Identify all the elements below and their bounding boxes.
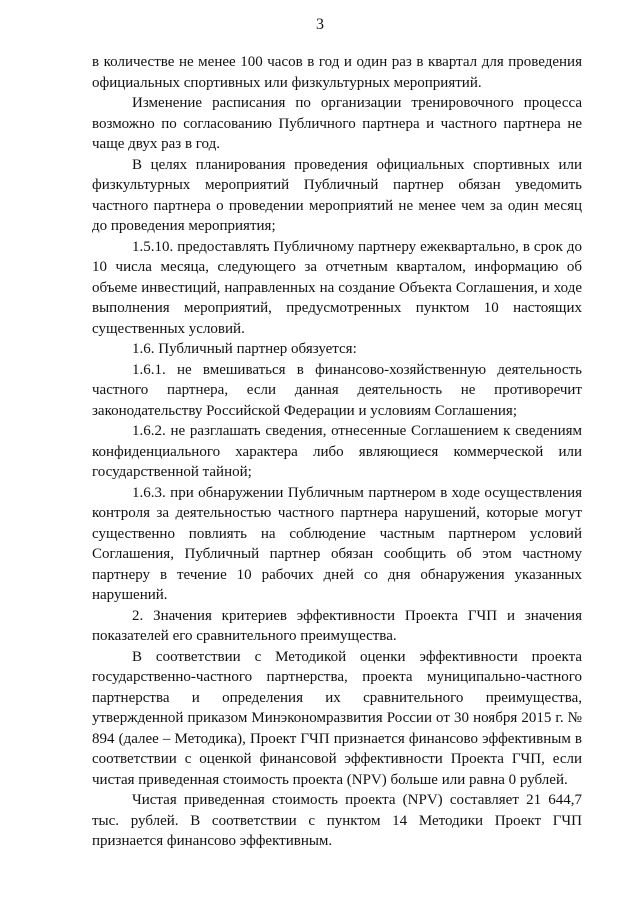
paragraph-event-planning: В целях планирования проведения официальных спортивных или физкультурных мероприятий Публичный партнер обязан уведомить частного партнера о проведении мероприятий не менее чем за один месяц до проведения мероприятия; xyxy=(92,156,582,234)
paragraph-1-6-2: 1.6.2. не разглашать сведения, отнесенные Соглашением к сведениям конфиденциального характера либо являющиеся коммерческой или государственной тайной; xyxy=(92,423,582,480)
paragraph-1-6: 1.6. Публичный партнер обязуется: xyxy=(132,341,357,357)
paragraph-npv: Чистая приведенная стоимость проекта (NPV) составляет 21 644,7 тыс. рублей. В соответствии с пунктом 14 Методики Проект ГЧП признается финансово эффективным. xyxy=(92,792,582,849)
paragraph-continuation: в количестве не менее 100 часов в год и один раз в квартал для проведения официальных спортивных или физкультурных мероприятий. xyxy=(92,54,582,91)
paragraph-1-6-1: 1.6.1. не вмешиваться в финансово-хозяйственную деятельность частного партнера, если данная деятельность не противоречит законодательству Российской Федерации и условиям Соглашения; xyxy=(92,361,582,419)
document-body xyxy=(92,52,582,852)
paragraph-1-6-3: 1.6.3. при обнаружении Публичным партнером в ходе осуществления контроля за деятельностью частного партнера нарушений, которые могут существенно повлиять на соблюдение частным партнером условий Соглашения, Публичный партнер обязан сообщить об этом частному партнеру в течение 10 рабочих дней со дня обнаружения указанных нарушений. xyxy=(92,484,582,603)
paragraph-1-5-10: 1.5.10. предоставлять Публичному партнеру ежеквартально, в срок до 10 числа месяца, следующего за отчетным кварталом, информацию об объеме инвестиций, направленных на создание Объекта Соглашения, и ходе выполнения мероприятий, предусмотренных пунктом 10 настоящих существенных условий. xyxy=(92,238,582,337)
paragraph-section-2: 2. Значения критериев эффективности Проекта ГЧП и значения показателей его сравнительного преимущества. xyxy=(92,607,582,644)
page-number: 3 xyxy=(316,16,324,33)
paragraph-schedule-change: Изменение расписания по организации тренировочного процесса возможно по согласованию Публичного партнера и частного партнера не чаще двух раз в год. xyxy=(92,95,582,152)
paragraph-methodology: В соответствии с Методикой оценки эффективности проекта государственно-частного партнерства, проекта муниципально-частного партнерства и определения их сравнительного преимущества, утвержденной приказом Минэкономразвития России от 30 ноября 2015 г. № 894 (далее – Методика), Проект ГЧП признается финансово эффективным в соответствии с оценкой финансовой эффективности Проекта ГЧП, если чистая приведенная стоимость проекта (NPV) больше или равна 0 рублей. xyxy=(92,648,582,788)
